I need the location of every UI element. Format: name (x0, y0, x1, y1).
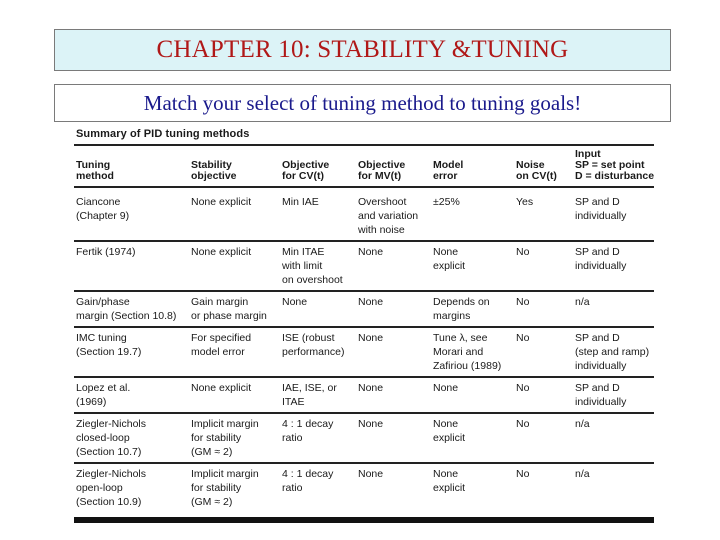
table-cell-objective-mv-line: and variation (358, 210, 419, 222)
table-cell-objective-cv-line: on overshoot (282, 274, 343, 286)
table-cell-input-line: individually (575, 210, 627, 222)
table-cell-tuning-method (76, 417, 146, 459)
slide-title-box (54, 29, 671, 71)
table-cell-objective-cv (282, 245, 343, 287)
table-cell-objective-cv (282, 417, 333, 445)
table-cell-objective-cv-line: Min IAE (282, 196, 319, 208)
table-cell-noise (516, 381, 529, 395)
table-cell-model-error-line: Tune λ, see (433, 332, 488, 344)
table-cell-model-error-line: explicit (433, 482, 466, 494)
row-divider (74, 290, 654, 292)
table-cell-input-line: n/a (575, 468, 590, 480)
column-header-input-line: SP = set point (575, 159, 645, 171)
table-cell-model-error-line: ±25% (433, 196, 460, 208)
table-top-rule (74, 144, 654, 146)
table-cell-objective-mv (358, 195, 418, 237)
table-cell-model-error (433, 417, 465, 445)
table-cell-stability-objective (191, 381, 251, 395)
column-header-stability-objective-line: Stability (191, 159, 232, 171)
header-rule (74, 186, 654, 188)
table-cell-tuning-method-line: (1969) (76, 396, 107, 408)
table-cell-objective-cv-line: None (282, 296, 308, 308)
table-cell-input (575, 295, 590, 309)
table-cell-input (575, 381, 626, 409)
table-cell-tuning-method-line: (Section 10.7) (76, 446, 142, 458)
row-divider (74, 326, 654, 328)
table-cell-objective-mv (358, 245, 383, 259)
table-cell-noise (516, 295, 529, 309)
table-cell-tuning-method-line: (Section 10.9) (76, 496, 142, 508)
table-cell-noise-line: No (516, 382, 530, 394)
table-cell-stability-objective-line: model error (191, 346, 245, 358)
table-cell-tuning-method (76, 467, 146, 509)
table-cell-tuning-method-line: Lopez et al. (76, 382, 131, 394)
table-cell-objective-cv (282, 467, 333, 495)
table-cell-noise-line: No (516, 246, 530, 258)
table-bottom-bar (74, 517, 654, 523)
column-header-objective-cv-line: for CV(t) (282, 170, 324, 182)
table-cell-noise (516, 331, 529, 345)
table-cell-objective-mv (358, 331, 383, 345)
table-cell-objective-cv-line: ratio (282, 432, 303, 444)
table-cell-noise-line: No (516, 418, 530, 430)
table-cell-stability-objective (191, 331, 251, 359)
table-cell-tuning-method-line: IMC tuning (76, 332, 127, 344)
table-cell-objective-mv-line: None (358, 332, 384, 344)
table-cell-stability-objective-line: None explicit (191, 382, 252, 394)
table-cell-model-error (433, 295, 490, 323)
table-cell-tuning-method-line: (Section 19.7) (76, 346, 142, 358)
row-divider (74, 462, 654, 464)
column-header-noise-line: Noise (516, 159, 545, 171)
table-cell-objective-cv-line: with limit (282, 260, 323, 272)
column-header-model-error-line: error (433, 170, 458, 182)
column-header-stability-objective-line: objective (191, 170, 237, 182)
table-cell-tuning-method (76, 195, 129, 223)
column-header-objective-cv (282, 160, 329, 182)
slide-title: CHAPTER 10: STABILITY &TUNING (156, 36, 569, 63)
table-cell-input-line: SP and D (575, 246, 620, 258)
table-cell-stability-objective (191, 295, 267, 323)
table-cell-tuning-method-line: Ziegler-Nichols (76, 468, 147, 480)
table-cell-stability-objective (191, 467, 259, 509)
table-title: Summary of PID tuning methods (76, 128, 250, 140)
table-cell-tuning-method-line: Ziegler-Nichols (76, 418, 147, 430)
table-cell-objective-cv-line: performance) (282, 346, 345, 358)
column-header-model-error (433, 160, 463, 182)
table-cell-objective-mv-line: None (358, 296, 384, 308)
column-header-tuning-method (76, 160, 114, 182)
table-cell-model-error-line: None (433, 246, 459, 258)
table-cell-input-line: individually (575, 360, 627, 372)
table-cell-model-error-line: None (433, 382, 459, 394)
table-cell-stability-objective-line: or phase margin (191, 310, 267, 322)
table-cell-stability-objective-line: None explicit (191, 196, 252, 208)
table-cell-input-line: (step and ramp) (575, 346, 650, 358)
table-cell-tuning-method-line: closed-loop (76, 432, 130, 444)
table-cell-objective-cv (282, 195, 319, 209)
table-cell-objective-cv-line: ITAE (282, 396, 305, 408)
table-cell-tuning-method (76, 381, 130, 409)
table-cell-noise (516, 467, 529, 481)
table-cell-input-line: SP and D (575, 382, 620, 394)
table-cell-model-error-line: Morari and (433, 346, 484, 358)
pid-tuning-summary-table (74, 124, 654, 524)
table-cell-input (575, 417, 590, 431)
column-header-input-line: D = disturbance (575, 170, 655, 182)
table-cell-model-error-line: Zafiriou (1989) (433, 360, 502, 372)
table-cell-objective-mv-line: None (358, 468, 384, 480)
slide-subtitle-box (54, 84, 671, 122)
table-cell-objective-mv-line: with noise (358, 224, 405, 236)
column-header-tuning-method-line: method (76, 170, 114, 182)
table-cell-stability-objective-line: (GM ≈ 2) (191, 446, 233, 458)
table-cell-objective-mv (358, 417, 383, 431)
column-header-noise (516, 160, 557, 182)
table-cell-noise (516, 245, 529, 259)
table-cell-objective-cv-line: ISE (robust (282, 332, 335, 344)
table-cell-tuning-method-line: open-loop (76, 482, 123, 494)
table-cell-tuning-method (76, 245, 136, 259)
column-header-objective-cv-line: Objective (282, 159, 330, 171)
table-cell-stability-objective-line: for stability (191, 432, 242, 444)
table-cell-model-error-line: explicit (433, 432, 466, 444)
table-cell-model-error (433, 381, 458, 395)
table-cell-input-line: individually (575, 260, 627, 272)
table-cell-input (575, 331, 649, 373)
table-cell-tuning-method (76, 331, 141, 359)
column-header-noise-line: on CV(t) (516, 170, 557, 182)
table-cell-input-line: SP and D (575, 332, 620, 344)
table-cell-model-error (433, 245, 465, 273)
column-header-objective-mv-line: Objective (358, 159, 406, 171)
row-divider (74, 240, 654, 242)
table-cell-tuning-method (76, 295, 176, 323)
table-cell-objective-cv (282, 381, 337, 409)
row-divider (74, 376, 654, 378)
table-cell-tuning-method-line: (Chapter 9) (76, 210, 130, 222)
table-cell-stability-objective (191, 417, 259, 459)
table-cell-objective-mv-line: None (358, 382, 384, 394)
column-header-input (575, 149, 654, 182)
table-cell-stability-objective-line: for stability (191, 482, 242, 494)
column-header-objective-mv (358, 160, 405, 182)
table-cell-input-line: n/a (575, 418, 590, 430)
table-cell-objective-mv-line: Overshoot (358, 196, 407, 208)
table-cell-stability-objective-line: For specified (191, 332, 252, 344)
table-cell-input-line: individually (575, 396, 627, 408)
column-header-stability-objective (191, 160, 237, 182)
column-header-model-error-line: Model (433, 159, 464, 171)
table-cell-stability-objective (191, 245, 251, 259)
table-cell-model-error-line: explicit (433, 260, 466, 272)
table-cell-stability-objective-line: Implicit margin (191, 468, 259, 480)
table-cell-noise-line: No (516, 296, 530, 308)
table-cell-stability-objective (191, 195, 251, 209)
table-cell-tuning-method-line: Ciancone (76, 196, 121, 208)
table-cell-objective-cv-line: ratio (282, 482, 303, 494)
table-cell-model-error (433, 195, 460, 209)
table-cell-noise-line: Yes (516, 196, 534, 208)
table-cell-objective-mv (358, 467, 383, 481)
table-cell-stability-objective-line: Implicit margin (191, 418, 259, 430)
table-cell-objective-mv (358, 381, 383, 395)
table-cell-noise-line: No (516, 468, 530, 480)
table-cell-objective-mv-line: None (358, 418, 384, 430)
table-cell-objective-cv (282, 331, 344, 359)
table-cell-model-error-line: None (433, 418, 459, 430)
table-cell-model-error (433, 467, 465, 495)
table-cell-objective-mv (358, 295, 383, 309)
table-cell-noise (516, 195, 533, 209)
slide-subtitle: Match your select of tuning method to tuning goals! (143, 90, 582, 115)
table-cell-input (575, 195, 626, 223)
column-header-objective-mv-line: for MV(t) (358, 170, 402, 182)
table-cell-noise-line: No (516, 332, 530, 344)
column-header-tuning-method-line: Tuning (76, 159, 111, 171)
table-cell-noise (516, 417, 529, 431)
table-cell-objective-cv-line: Min ITAE (282, 246, 325, 258)
table-cell-tuning-method-line: margin (Section 10.8) (76, 310, 177, 322)
table-cell-model-error (433, 331, 501, 373)
table-cell-stability-objective-line: (GM ≈ 2) (191, 496, 233, 508)
table-cell-stability-objective-line: Gain margin (191, 296, 249, 308)
table-cell-tuning-method-line: Gain/phase (76, 296, 130, 308)
column-header-input-line: Input (575, 148, 601, 160)
table-cell-model-error-line: None (433, 468, 459, 480)
table-cell-objective-mv-line: None (358, 246, 384, 258)
table-cell-stability-objective-line: None explicit (191, 246, 252, 258)
table-cell-objective-cv-line: IAE, ISE, or (282, 382, 337, 394)
table-cell-objective-cv (282, 295, 307, 309)
table-cell-objective-cv-line: 4 : 1 decay (282, 468, 334, 480)
table-cell-input-line: n/a (575, 296, 590, 308)
table-cell-model-error-line: Depends on (433, 296, 490, 308)
table-cell-input-line: SP and D (575, 196, 620, 208)
row-divider (74, 412, 654, 414)
table-cell-input (575, 245, 626, 273)
table-cell-input (575, 467, 590, 481)
table-cell-model-error-line: margins (433, 310, 471, 322)
table-cell-objective-cv-line: 4 : 1 decay (282, 418, 334, 430)
table-cell-tuning-method-line: Fertik (1974) (76, 246, 136, 258)
